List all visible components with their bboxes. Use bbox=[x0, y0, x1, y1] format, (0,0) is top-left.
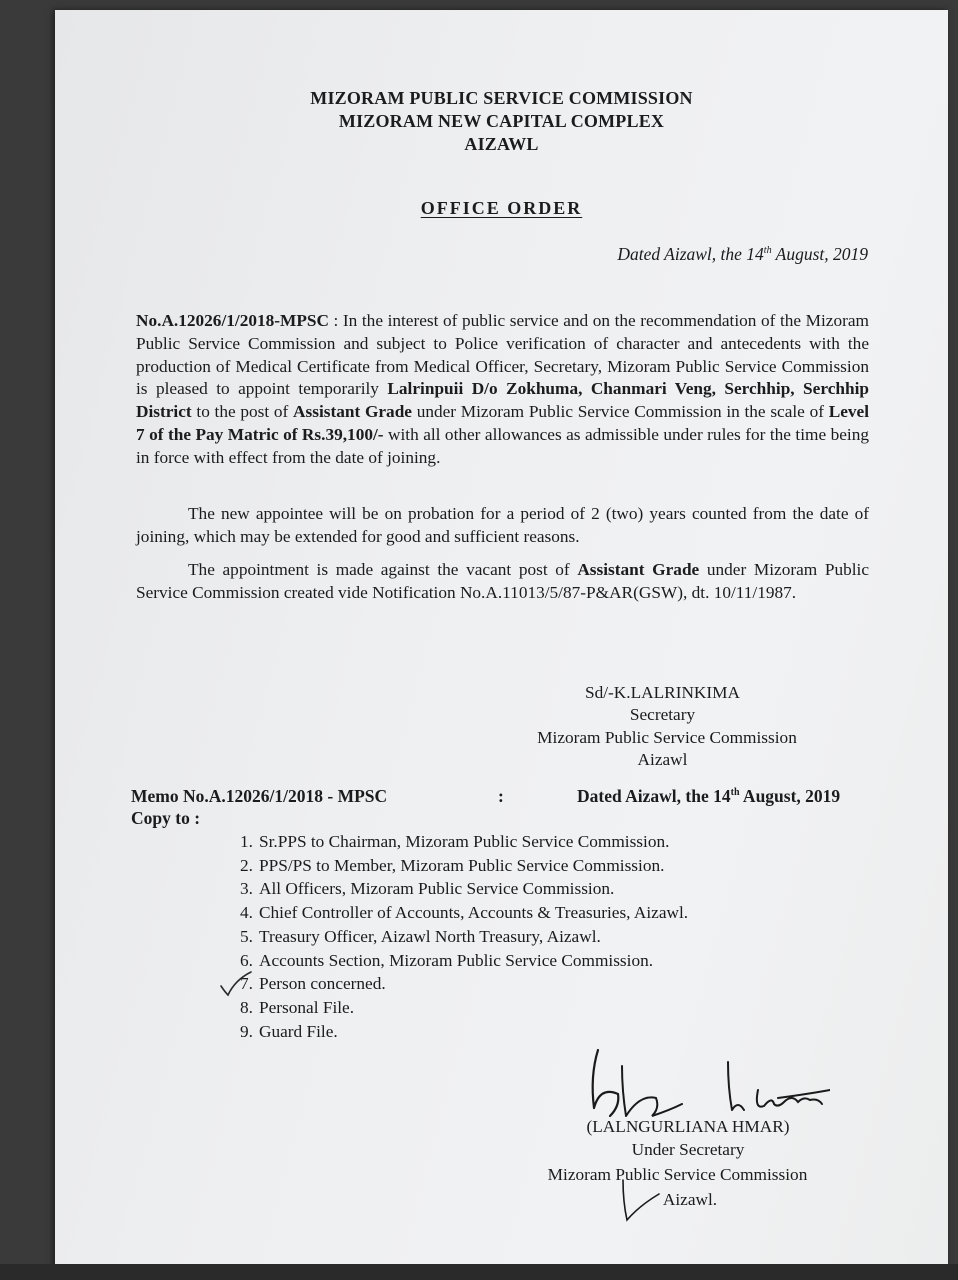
copy-list-number: 8. bbox=[240, 997, 253, 1017]
tick-mark-icon bbox=[215, 968, 255, 998]
copy-list-item bbox=[225, 925, 688, 949]
copy-list-text: Personal File. bbox=[259, 997, 355, 1017]
secretary-designation: Secretary bbox=[629, 705, 696, 724]
copy-list-text: Treasury Officer, Aizawl North Treasury, Aizawl. bbox=[259, 926, 601, 946]
order-date: Dated Aizawl, the 14th August, 2019 bbox=[617, 244, 868, 264]
copy-list-item bbox=[225, 949, 688, 973]
copy-list-item bbox=[225, 854, 688, 878]
copy-list-number: 6. bbox=[240, 950, 253, 970]
copy-list-text: Guard File. bbox=[259, 1021, 338, 1041]
probation-paragraph: The new appointee will be on probation for a period of 2 (two) years counted from the date of joining, which may be extended for good and sufficient reasons. bbox=[136, 504, 869, 546]
copy-list-number: 1. bbox=[240, 832, 253, 851]
secretary-office: Mizoram Public Service Commission bbox=[537, 728, 797, 747]
order-number: No.A.12026/1/2018-MPSC bbox=[136, 311, 329, 330]
copy-list-item bbox=[225, 877, 688, 901]
pen-stroke-icon bbox=[615, 1178, 665, 1228]
under-secretary-name: (LALNGURLIANA HMAR) bbox=[586, 1117, 790, 1136]
header-line-complex: MIZORAM NEW CAPITAL COMPLEX bbox=[338, 111, 665, 131]
memo-number: Memo No.A.12026/1/2018 - MPSC bbox=[131, 786, 388, 806]
copy-list-text: PPS/PS to Member, Mizoram Public Service Commission. bbox=[259, 855, 665, 875]
copy-list-number: 2. bbox=[240, 855, 253, 875]
post-name: Assistant Grade bbox=[293, 402, 412, 422]
copy-list-number: 3. bbox=[240, 879, 253, 899]
header-line-city: AIZAWL bbox=[464, 134, 539, 154]
copy-list-item bbox=[225, 1020, 688, 1044]
under-secretary-designation: Under Secretary bbox=[631, 1140, 745, 1159]
copy-list-item bbox=[225, 972, 688, 996]
copy-list-item bbox=[225, 996, 688, 1020]
post-name: Assistant Grade bbox=[577, 560, 700, 579]
copy-to-label: Copy to : bbox=[131, 808, 201, 828]
vacancy-paragraph: The appointment is made against the vacant post of Assistant Grade under Mizoram Public Service Commission created vide Notification No.A.11013/5/87-P&AR(GSW), dt. 10/11/1987. bbox=[136, 560, 870, 602]
copy-list-text: Sr.PPS to Chairman, Mizoram Public Service Commission. bbox=[259, 832, 670, 851]
copy-list-text: Accounts Section, Mizoram Public Service Commission. bbox=[259, 950, 654, 970]
document-title: OFFICE ORDER bbox=[420, 198, 583, 218]
memo-date: Dated Aizawl, the 14th August, 2019 bbox=[577, 786, 841, 806]
secretary-name: Sd/-K.LALRINKIMA bbox=[584, 683, 741, 702]
copy-list-item bbox=[225, 830, 688, 854]
office-order-document bbox=[55, 10, 948, 1274]
copy-list-text: All Officers, Mizoram Public Service Commission. bbox=[259, 879, 615, 899]
handwritten-signature-icon bbox=[560, 1046, 830, 1126]
memo-separator: : bbox=[498, 786, 504, 806]
copy-list-text: Person concerned. bbox=[259, 974, 386, 994]
copy-list-text: Chief Controller of Accounts, Accounts & Treasuries, Aizawl. bbox=[259, 903, 689, 923]
order-paragraph: No.A.12026/1/2018-MPSC : In the interest of public service and on the recommendation of the Mizoram Public Service Commission and subject to Police verification of character and antecedents with the production of Medical Certificate from Medical Officer, Secretary, Mizoram Public Service Commission is pleased to appoint temporarily Lalrinpuii D/o Zokhuma, Chanmari Veng, Serchhip, Serchhip District to the post of Assistant Grade under Mizoram Public Service Commission in the scale of Level 7 of the Pay Matric of Rs.39,100/- with all other allowances as admissible under rules for the time being in force with effect from the date of joining. bbox=[136, 311, 869, 467]
copy-list-number: 5. bbox=[240, 926, 253, 946]
copy-list-item bbox=[225, 901, 688, 925]
header-line-commission: MIZORAM PUBLIC SERVICE COMMISSION bbox=[310, 88, 693, 108]
copy-list-number: 4. bbox=[240, 903, 253, 923]
under-secretary-place: Aizawl. bbox=[662, 1190, 718, 1209]
pay-scale: Level 7 of the Pay Matric of Rs.39,100/- bbox=[136, 402, 869, 444]
copy-to-list bbox=[225, 830, 688, 1043]
secretary-place: Aizawl bbox=[637, 750, 688, 769]
appointee-name: Lalrinpuii D/o Zokhuma, Chanmari Veng, Serchhip, Serchhip District bbox=[136, 379, 869, 422]
background-surface bbox=[0, 1264, 958, 1280]
copy-list-number: 9. bbox=[240, 1021, 253, 1041]
under-secretary-office: Mizoram Public Service Commission bbox=[547, 1165, 808, 1184]
copy-list-number: 7. bbox=[240, 974, 253, 994]
